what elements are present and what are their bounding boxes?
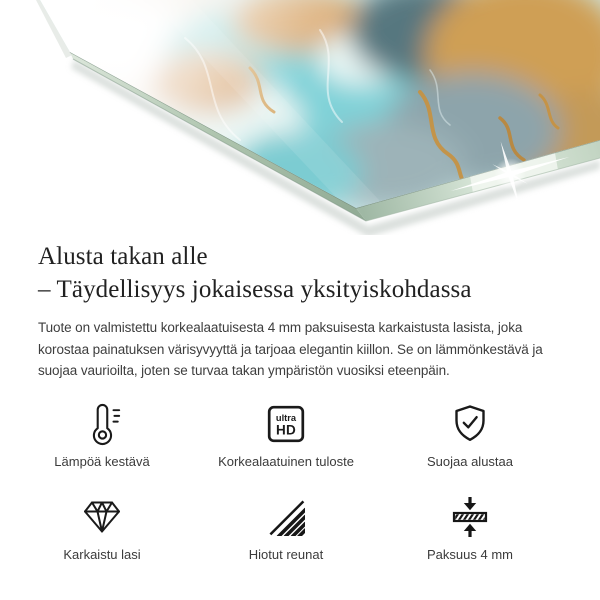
feature-label: Karkaistu lasi [63,546,141,562]
feature-print-quality [194,399,378,469]
thickness-4mm-icon [450,496,490,538]
product-photo [0,0,600,235]
glass-panel-image [0,0,600,235]
page-title [38,240,600,306]
feature-label: Lämpöä kestävä [54,453,150,469]
thermometer-icon [81,402,123,446]
feature-polished-edges [194,492,378,562]
feature-thickness [378,492,562,562]
feature-label: Hiotut reunat [248,546,324,562]
page-title-line-1: Alusta takan alle [38,243,208,270]
features-grid [10,399,600,562]
feature-tempered-glass [10,492,194,562]
feature-heat-resistant [10,399,194,469]
polished-edges-icon [267,498,305,536]
feature-label: Korkealaatuinen tuloste [218,453,354,469]
feature-protects-surface [378,399,562,469]
page-title-line-2: – Täydellisyys jokaisessa yksityiskohdassa [38,276,472,303]
ultra-hd-icon-text-top: ultra [275,412,297,423]
feature-label: Suojaa alustaa [426,453,513,469]
product-description: Tuote on valmistettu korkealaatuisesta 4 mm paksuisesta karkaistusta lasista, joka korostaa painatuksen värisyvyyttä ja tarjoaa elegantin kiillon. Se on lämmönkestävä ja suojaa vaurioilta, joten se turvaa takan ympäristön vuosiksi eteenpäin. [38,320,543,378]
diamond-icon [81,498,123,536]
ultra-hd-icon-text-bottom: HD [275,422,297,437]
shield-check-icon [450,403,490,445]
feature-label: Paksuus 4 mm [427,546,513,562]
ultra-hd-icon [266,404,306,444]
